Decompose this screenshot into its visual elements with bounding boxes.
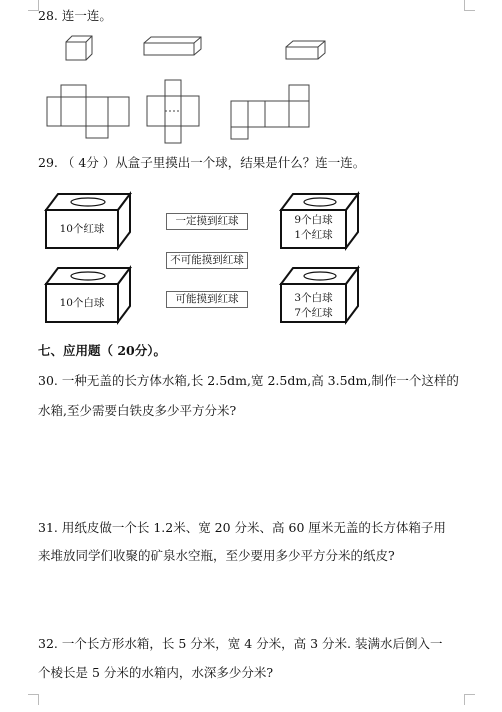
option-possible: 可能摸到红球 — [166, 291, 248, 308]
option-impossible: 不可能摸到红球 — [166, 252, 248, 269]
q32-line-2: 个棱长是 5 分米的水箱内，水深多少分米? — [38, 665, 274, 680]
q31-line-2: 来堆放同学们收聚的矿泉水空瓶，至少要用多少平方分米的纸皮? — [38, 548, 395, 563]
q30-line-1: 30. 一种无盖的长方体水箱,长 2.5dm,宽 2.5dm,高 3.5dm,制作一个这样的 — [38, 373, 459, 388]
q30-line-2: 水箱,至少需要白铁皮多少平方分米? — [38, 403, 237, 418]
box-1-figure — [46, 194, 130, 248]
short-prism-figure — [286, 41, 325, 59]
box-2-label-line-1: 9个白球 — [294, 214, 333, 226]
net-2-figure — [147, 80, 199, 143]
net-1-figure — [47, 85, 129, 138]
box-1-label: 10个红球 — [59, 223, 105, 235]
box-4-label-line-2: 7个红球 — [294, 307, 333, 319]
box-3-figure — [46, 268, 130, 322]
q32-line-1: 32. 一个长方形水箱，长 5 分米，宽 4 分米，高 3 分米. 装满水后倒入一 — [38, 636, 443, 651]
long-prism-figure — [144, 37, 201, 55]
box-4-label-line-1: 3个白球 — [294, 292, 333, 304]
box-3-label: 10个白球 — [59, 297, 105, 309]
q31-line-1: 31. 用纸皮做一个长 1.2米、宽 20 分米、高 60 厘米无盖的长方体箱子用 — [38, 520, 446, 535]
cube-figure — [66, 36, 92, 60]
q29-title: 29. （ 4分 ）从盒子里摸出一个球，结果是什么？连一连。 — [38, 155, 366, 170]
net-3-figure — [231, 85, 309, 139]
section-7-title: 七、应用题（ 20分）。 — [38, 343, 166, 358]
box-2-label-line-2: 1个红球 — [294, 229, 333, 241]
option-certain: 一定摸到红球 — [166, 213, 248, 230]
q28-title: 28. 连一连。 — [38, 8, 112, 23]
